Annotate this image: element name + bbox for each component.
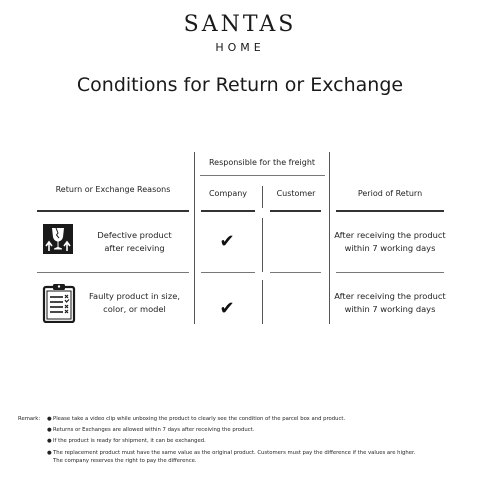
period-line: within 7 working days [344,304,436,314]
table-rule [270,210,321,212]
bullet-icon: ● [47,450,52,456]
table-rule [270,272,321,273]
reason-line: color, or model [103,304,166,314]
header-company: Company [208,189,248,198]
table-rule [37,272,189,273]
table-divider [262,218,263,272]
page-title: Conditions for Return or Exchange [76,74,404,96]
clipboard-checklist-icon [42,283,76,323]
reason-line: Defective product [97,230,172,240]
table-divider [194,152,195,324]
header-freight: Responsible for the freight [208,158,316,167]
table-rule [336,272,444,273]
brand-name: SANTAS [183,12,297,37]
company-check-icon: ✔ [219,298,235,319]
fragile-glass-icon [43,224,73,254]
reason-line: Faulty product in size, [89,291,180,301]
header-customer: Customer [276,189,316,198]
remark-text: The company reserves the right to pay the difference. [53,458,197,464]
header-period: Period of Return [357,189,423,198]
table-divider [262,186,263,208]
remark-label: Remark: [18,416,41,422]
remark-text: If the product is ready for shipment, it can be exchanged. [53,438,206,444]
row-period [331,229,449,255]
company-check-icon: ✔ [219,231,235,252]
remark-text: The replacement product must have the same value as the original product. Customers must pay the difference if the values are higher. [53,450,416,456]
table-rule [201,272,255,273]
period-line: within 7 working days [344,243,436,253]
table-divider [329,152,330,324]
table-rule [201,210,255,212]
remark-text: Please take a video clip while unboxing the product to clearly see the condition of the parcel box and product. [53,416,346,422]
period-line: After receiving the product [334,230,446,240]
table-rule [200,175,325,176]
table-rule [336,210,444,212]
header-reasons: Return or Exchange Reasons [55,185,171,194]
table-divider [262,280,263,324]
remark-text: Returns or Exchanges are allowed within 7 days after receiving the product. [53,427,255,433]
row-reason [82,290,187,316]
table-rule [37,210,189,212]
bullet-icon: ● [47,416,52,422]
brand-subtitle: HOME [215,41,265,54]
bullet-icon: ● [47,427,52,433]
row-period [331,290,449,316]
period-line: After receiving the product [334,291,446,301]
bullet-icon: ● [47,438,52,444]
row-reason [82,229,187,255]
reason-line: after receiving [104,243,165,253]
